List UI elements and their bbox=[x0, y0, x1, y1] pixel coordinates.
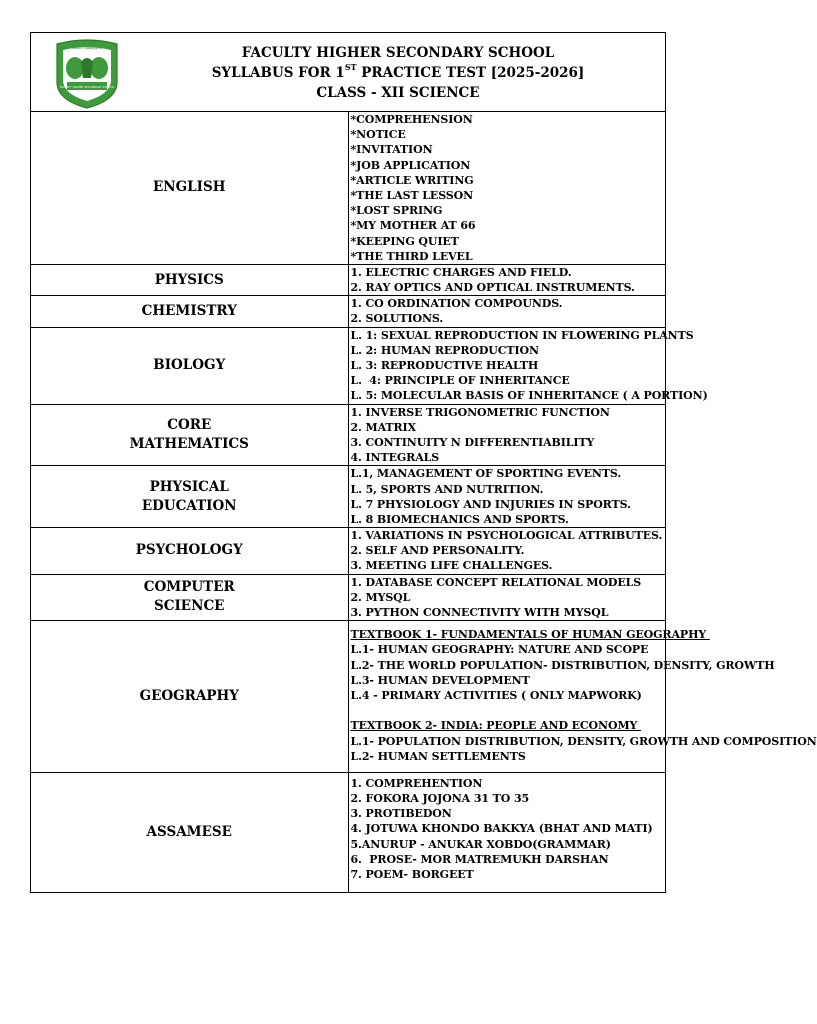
topic-line: 3. PROTIBEDON bbox=[350, 807, 452, 821]
topic-line: *KEEPING QUIET bbox=[350, 234, 459, 248]
topic-line: *THE THIRD LEVEL bbox=[350, 249, 473, 263]
topic-line: L. 3: REPRODUCTIVE HEALTH bbox=[350, 359, 539, 372]
logo-school-name: FACULTY HIGHER SECONDARY SCHOOL bbox=[59, 85, 115, 89]
logo-motto: Sanio Gunadjyoti bbox=[71, 46, 103, 50]
topic-line: *JOB APPLICATION bbox=[350, 158, 471, 172]
topic-line: *COMPREHENSION bbox=[350, 113, 473, 126]
topic-line: 1. INVERSE TRIGONOMETRIC FUNCTION bbox=[350, 405, 610, 419]
topic-line: *MY MOTHER AT 66 bbox=[350, 219, 476, 233]
subject-name bbox=[31, 296, 349, 327]
header-row bbox=[31, 33, 666, 112]
topic-line: 3. CONTINUITY N DIFFERENTIABILITY bbox=[350, 435, 595, 449]
topic-line: 2. SELF AND PERSONALITY. bbox=[350, 544, 525, 558]
subject-name-line: CORE bbox=[167, 416, 212, 433]
topic-line: 1. ELECTRIC CHARGES AND FIELD. bbox=[350, 265, 572, 279]
subject-row bbox=[31, 296, 666, 327]
subject-row bbox=[31, 404, 666, 466]
topic-line: 2. FOKORA JOJONA 31 TO 35 bbox=[350, 792, 530, 806]
topic-line: 2. MATRIX bbox=[350, 420, 417, 434]
topic-line: *NOTICE bbox=[350, 128, 406, 142]
topic-line: L. 1: SEXUAL REPRODUCTION IN FLOWERING PLANTS bbox=[350, 328, 694, 342]
topic-line: 2. MYSQL bbox=[350, 590, 411, 604]
topic-line: L. 8 BIOMECHANICS AND SPORTS. bbox=[350, 512, 569, 526]
school-name: FACULTY HIGHER SECONDARY SCHOOL bbox=[241, 45, 555, 61]
topic-line: *INVITATION bbox=[350, 143, 433, 157]
header-cell bbox=[31, 33, 666, 112]
subject-row bbox=[31, 528, 666, 575]
subject-name bbox=[31, 112, 349, 265]
subject-name-line: EDUCATION bbox=[141, 497, 237, 514]
topic-line: L.1, MANAGEMENT OF SPORTING EVENTS. bbox=[350, 467, 622, 481]
subject-row bbox=[31, 621, 666, 773]
subject-name-line: BIOLOGY bbox=[153, 357, 226, 374]
topic-line: 7. POEM- BORGEET bbox=[350, 868, 474, 881]
topic-line: L.4 - PRIMARY ACTIVITIES ( ONLY MAPWORK) bbox=[350, 688, 642, 702]
subject-name-line: ENGLISH bbox=[153, 179, 226, 196]
topic-line: 1. CO ORDINATION COMPOUNDS. bbox=[350, 297, 563, 311]
topic-line: 2. SOLUTIONS. bbox=[350, 312, 444, 326]
subject-row bbox=[31, 574, 666, 621]
title-block bbox=[131, 43, 665, 103]
topic-line: 4. INTEGRALS bbox=[350, 451, 440, 465]
syllabus-table bbox=[30, 32, 817, 893]
topic-line: *ARTICLE WRITING bbox=[350, 173, 474, 187]
subject-name-line: PHYSICS bbox=[154, 271, 224, 288]
subject-name-line: ASSAMESE bbox=[146, 824, 232, 841]
subject-name bbox=[31, 772, 349, 892]
topic-line: L.3- HUMAN DEVELOPMENT bbox=[350, 673, 530, 687]
subject-name-line: CHEMISTRY bbox=[141, 302, 237, 319]
topic-line: 1. DATABASE CONCEPT RELATIONAL MODELS bbox=[350, 575, 642, 589]
topic-line: L. 2: HUMAN REPRODUCTION bbox=[350, 343, 539, 357]
subject-topics bbox=[348, 264, 666, 295]
subject-name bbox=[31, 528, 349, 575]
subject-name-line: SCIENCE bbox=[154, 598, 225, 615]
syllabus-title: SYLLABUS FOR 1ST PRACTICE TEST [2025-2026] bbox=[211, 62, 585, 81]
subject-topics bbox=[348, 404, 666, 466]
topic-line: 6. PROSE- MOR MATREMUKH DARSHAN bbox=[350, 852, 609, 866]
topic-line: *LOST SPRING bbox=[350, 204, 443, 218]
topic-line: 3. MEETING LIFE CHALLENGES. bbox=[350, 559, 553, 573]
subject-row bbox=[31, 772, 666, 892]
subject-topics bbox=[348, 621, 817, 773]
topic-line: L.2- THE WORLD POPULATION- DISTRIBUTION, DENSITY, GROWTH bbox=[350, 658, 775, 672]
subject-name-line: GEOGRAPHY bbox=[139, 688, 239, 705]
subject-row bbox=[31, 264, 666, 295]
subject-row bbox=[31, 466, 666, 528]
topic-line: L. 5, SPORTS AND NUTRITION. bbox=[350, 482, 544, 496]
topic-line: L.2- HUMAN SETTLEMENTS bbox=[350, 749, 526, 763]
subject-name bbox=[31, 466, 349, 528]
subject-topics bbox=[348, 296, 666, 327]
topic-line: L.1- HUMAN GEOGRAPHY: NATURE AND SCOPE bbox=[350, 643, 649, 657]
subject-name-line: PHYSICAL bbox=[149, 478, 229, 495]
topic-line: 1. VARIATIONS IN PSYCHOLOGICAL ATTRIBUTES. bbox=[350, 529, 663, 543]
subject-name bbox=[31, 621, 349, 773]
subject-topics bbox=[348, 327, 708, 404]
topic-line: L. 7 PHYSIOLOGY AND INJURIES IN SPORTS. bbox=[350, 497, 631, 511]
subject-name bbox=[31, 264, 349, 295]
school-logo-icon bbox=[51, 38, 123, 110]
topic-line: 1. COMPREHENTION bbox=[350, 776, 483, 790]
subject-name bbox=[31, 404, 349, 466]
topic-line: L. 5: MOLECULAR BASIS OF INHERITANCE ( A PORTION) bbox=[350, 389, 708, 403]
subject-topics bbox=[348, 112, 666, 265]
subject-row bbox=[31, 327, 666, 404]
subject-name-line: MATHEMATICS bbox=[129, 435, 249, 452]
topic-line: 2. RAY OPTICS AND OPTICAL INSTRUMENTS. bbox=[350, 281, 635, 295]
topic-line: 5.ANURUP - ANUKAR XOBDO(GRAMMAR) bbox=[350, 837, 611, 851]
topic-line: TEXTBOOK 1- FUNDAMENTALS OF HUMAN GEOGRAPHY bbox=[350, 628, 710, 642]
subject-name-line: COMPUTER bbox=[143, 579, 235, 596]
subject-topics bbox=[348, 772, 666, 892]
subject-name-line: PSYCHOLOGY bbox=[135, 542, 243, 559]
subject-topics bbox=[348, 574, 666, 621]
topic-line bbox=[351, 703, 666, 718]
topic-line: TEXTBOOK 2- INDIA: PEOPLE AND ECONOMY bbox=[350, 719, 642, 733]
subject-topics bbox=[348, 466, 666, 528]
topic-line: 3. PYTHON CONNECTIVITY WITH MYSQL bbox=[350, 606, 609, 619]
topic-line: 4. JOTUWA KHONDO BAKKYA (BHAT AND MATI) bbox=[350, 822, 653, 836]
topic-line: L. 4: PRINCIPLE OF INHERITANCE bbox=[350, 374, 570, 388]
subject-name bbox=[31, 574, 349, 621]
subject-row bbox=[31, 112, 666, 265]
topic-line: L.1- POPULATION DISTRIBUTION, DENSITY, GROWTH AND COMPOSITION bbox=[350, 734, 817, 748]
topic-line: *THE LAST LESSON bbox=[350, 188, 474, 202]
class-line: CLASS - XII SCIENCE bbox=[316, 85, 480, 101]
subject-topics bbox=[348, 528, 666, 575]
subject-name bbox=[31, 327, 349, 404]
